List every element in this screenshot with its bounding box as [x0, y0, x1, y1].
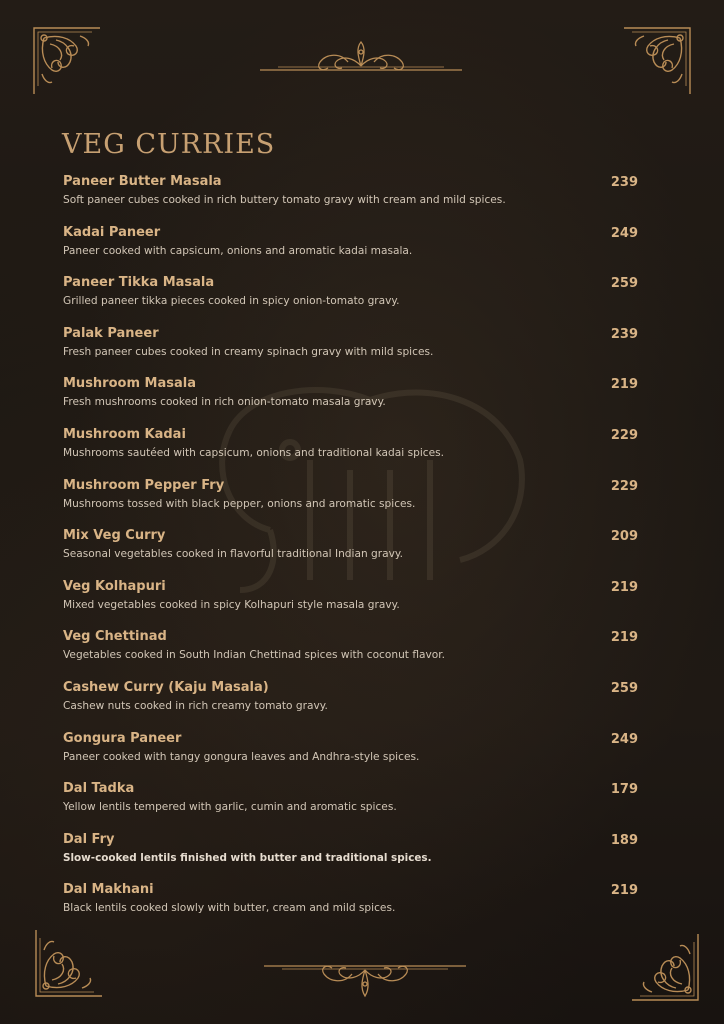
- item-description: Fresh mushrooms cooked in rich onion-tomato masala gravy.: [63, 396, 386, 409]
- menu-item: [62, 731, 644, 782]
- item-name: Veg Chettinad: [63, 629, 167, 645]
- item-name: Gongura Paneer: [63, 730, 182, 746]
- menu-item: [62, 478, 644, 529]
- item-description: Mushrooms sautéed with capsicum, onions and traditional kadai spices.: [63, 446, 444, 459]
- menu-item: [62, 427, 644, 478]
- menu-item: [62, 781, 644, 832]
- menu-item: [62, 882, 644, 933]
- menu-item: [62, 174, 644, 225]
- menu-item: [62, 275, 644, 326]
- item-price: 219: [610, 883, 638, 899]
- section-heading: VEG CURRIES: [62, 129, 276, 160]
- item-name: Cashew Curry (Kaju Masala): [63, 679, 269, 695]
- item-description: Paneer cooked with capsicum, onions and aromatic kadai masala.: [63, 244, 413, 257]
- corner-ornament-top-left: [30, 24, 102, 96]
- bottom-divider-ornament: [262, 952, 468, 1000]
- corner-ornament-bottom-right: [630, 932, 702, 1004]
- menu-item: [62, 326, 644, 377]
- item-description: Vegetables cooked in South Indian Chettinad spices with coconut flavor.: [63, 649, 445, 662]
- menu-item: [62, 680, 644, 731]
- menu-item: [62, 225, 644, 276]
- top-divider-ornament: [258, 38, 464, 74]
- item-price: 239: [610, 326, 638, 342]
- item-name: Paneer Butter Masala: [63, 174, 222, 189]
- corner-ornament-bottom-left: [32, 928, 104, 1000]
- item-description: Mixed vegetables cooked in spicy Kolhapuri style masala gravy.: [63, 598, 400, 611]
- item-price: 239: [610, 175, 638, 190]
- item-price: 219: [610, 630, 638, 646]
- item-description: Black lentils cooked slowly with butter, cream and mild spices.: [63, 902, 396, 915]
- menu-item: [62, 528, 644, 579]
- item-name: Mushroom Masala: [63, 376, 196, 392]
- menu-item: [62, 579, 644, 630]
- item-name: Paneer Tikka Masala: [63, 275, 215, 291]
- item-price: 189: [610, 832, 638, 848]
- item-name: Dal Tadka: [63, 781, 135, 797]
- item-name: Veg Kolhapuri: [63, 578, 166, 594]
- item-name: Mushroom Pepper Fry: [63, 477, 225, 493]
- menu-item: [62, 376, 644, 427]
- item-name: Dal Fry: [63, 831, 115, 847]
- item-price: 259: [610, 276, 638, 292]
- item-description: Paneer cooked with tangy gongura leaves and Andhra-style spices.: [63, 750, 420, 763]
- item-description: Cashew nuts cooked in rich creamy tomato gravy.: [63, 699, 328, 712]
- item-description: Grilled paneer tikka pieces cooked in spicy onion-tomato gravy.: [63, 295, 400, 308]
- item-name: Kadai Paneer: [63, 224, 161, 240]
- corner-ornament-top-right: [622, 24, 694, 96]
- item-price: 259: [610, 680, 638, 696]
- item-description: Seasonal vegetables cooked in flavorful traditional Indian gravy.: [63, 548, 404, 561]
- item-description: Soft paneer cubes cooked in rich buttery tomato gravy with cream and mild spices.: [63, 194, 506, 206]
- item-price: 249: [610, 225, 638, 241]
- item-price: 249: [610, 731, 638, 747]
- item-name: Palak Paneer: [63, 325, 159, 341]
- menu-item-list: [62, 174, 644, 933]
- menu-item: [62, 832, 644, 883]
- item-price: 229: [610, 427, 638, 443]
- item-name: Dal Makhani: [63, 882, 154, 898]
- item-price: 179: [610, 782, 638, 798]
- menu-item: [62, 629, 644, 680]
- item-description: Mushrooms tossed with black pepper, onions and aromatic spices.: [63, 497, 416, 510]
- item-price: 219: [610, 579, 638, 595]
- item-description: Yellow lentils tempered with garlic, cumin and aromatic spices.: [63, 801, 397, 814]
- item-name: Mix Veg Curry: [63, 528, 166, 544]
- item-price: 209: [610, 529, 638, 545]
- item-description: Fresh paneer cubes cooked in creamy spinach gravy with mild spices.: [63, 345, 434, 358]
- item-description: Slow-cooked lentils finished with butter and traditional spices.: [63, 851, 432, 864]
- item-price: 229: [610, 478, 638, 494]
- item-price: 219: [610, 377, 638, 393]
- item-name: Mushroom Kadai: [63, 426, 186, 442]
